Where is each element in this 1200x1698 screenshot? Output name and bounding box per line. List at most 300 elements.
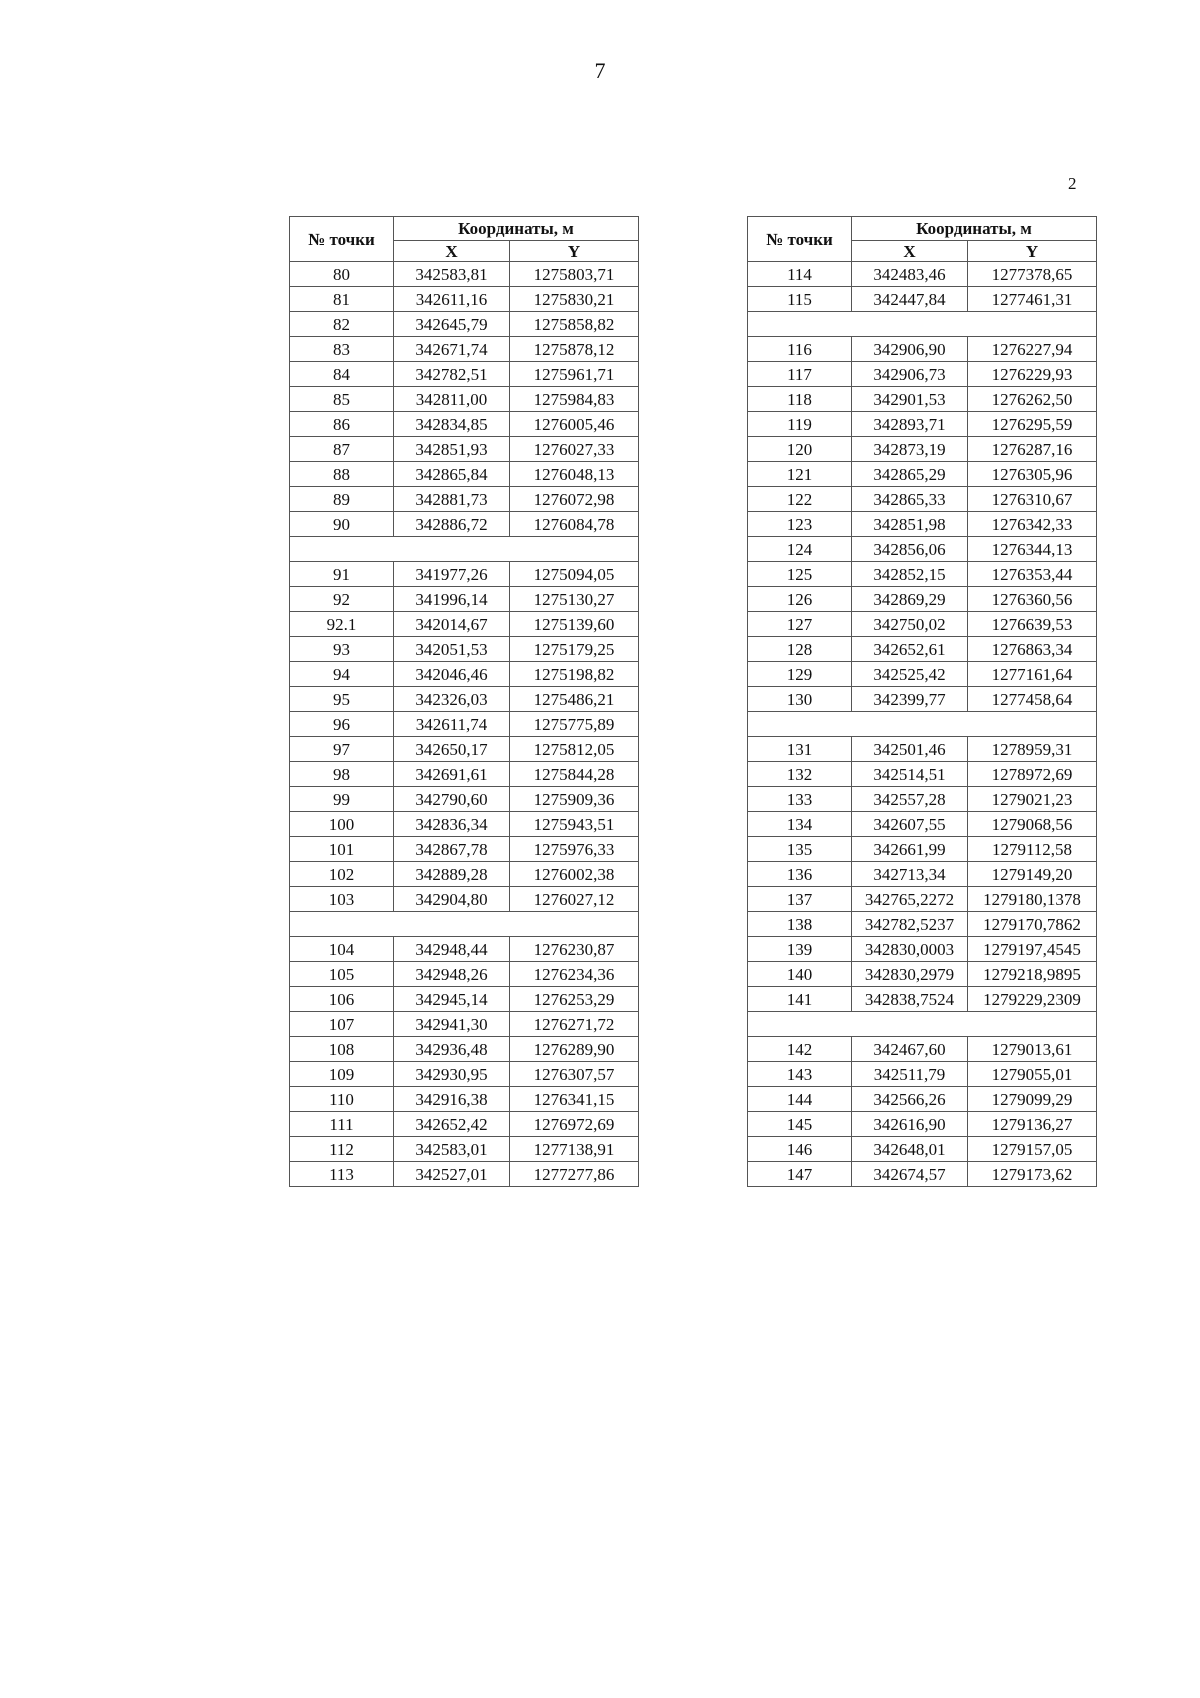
y-coordinate-cell: 1275976,33 — [510, 837, 639, 862]
table-row — [748, 562, 1097, 587]
y-coordinate-cell: 1275858,82 — [510, 312, 639, 337]
y-coordinate-cell: 1276305,96 — [968, 462, 1097, 487]
y-coordinate-cell: 1277138,91 — [510, 1137, 639, 1162]
table-row — [290, 462, 639, 487]
table-row — [290, 662, 639, 687]
x-coordinate-cell: 342811,00 — [394, 387, 510, 412]
table-row — [748, 1087, 1097, 1112]
table-row — [290, 337, 639, 362]
y-coordinate-cell: 1276072,98 — [510, 487, 639, 512]
x-coordinate-cell: 341996,14 — [394, 587, 510, 612]
x-coordinate-cell: 342483,46 — [852, 262, 968, 287]
x-coordinate-cell: 342648,01 — [852, 1137, 968, 1162]
point-number-cell: 118 — [748, 387, 852, 412]
point-number-cell: 112 — [290, 1137, 394, 1162]
y-coordinate-cell: 1275984,83 — [510, 387, 639, 412]
separator-cell — [748, 312, 1097, 337]
table-row — [748, 837, 1097, 862]
y-coordinate-cell: 1276972,69 — [510, 1112, 639, 1137]
header-coordinates: Координаты, м — [852, 217, 1097, 241]
y-coordinate-cell: 1276287,16 — [968, 437, 1097, 462]
table-row — [748, 462, 1097, 487]
table-row — [290, 1137, 639, 1162]
y-coordinate-cell: 1279218,9895 — [968, 962, 1097, 987]
table-row — [748, 987, 1097, 1012]
header-x: X — [852, 241, 968, 262]
x-coordinate-cell: 342834,85 — [394, 412, 510, 437]
x-coordinate-cell: 342836,34 — [394, 812, 510, 837]
point-number-cell: 94 — [290, 662, 394, 687]
x-coordinate-cell: 342916,38 — [394, 1087, 510, 1112]
y-coordinate-cell: 1279055,01 — [968, 1062, 1097, 1087]
point-number-cell: 111 — [290, 1112, 394, 1137]
point-number-cell: 90 — [290, 512, 394, 537]
point-number-cell: 125 — [748, 562, 852, 587]
y-coordinate-cell: 1275130,27 — [510, 587, 639, 612]
x-coordinate-cell: 342583,81 — [394, 262, 510, 287]
point-number-cell: 130 — [748, 687, 852, 712]
x-coordinate-cell: 342652,42 — [394, 1112, 510, 1137]
point-number-cell: 83 — [290, 337, 394, 362]
y-coordinate-cell: 1275943,51 — [510, 812, 639, 837]
point-number-cell: 82 — [290, 312, 394, 337]
table-row — [290, 862, 639, 887]
header-y: Y — [968, 241, 1097, 262]
y-coordinate-cell: 1276344,13 — [968, 537, 1097, 562]
x-coordinate-cell: 342765,2272 — [852, 887, 968, 912]
y-coordinate-cell: 1276863,34 — [968, 637, 1097, 662]
point-number-cell: 80 — [290, 262, 394, 287]
y-coordinate-cell: 1276253,29 — [510, 987, 639, 1012]
point-number-cell: 137 — [748, 887, 852, 912]
separator-cell — [290, 537, 639, 562]
table-row — [290, 1037, 639, 1062]
point-number-cell: 99 — [290, 787, 394, 812]
point-number-cell: 84 — [290, 362, 394, 387]
table-row — [290, 587, 639, 612]
y-coordinate-cell: 1275094,05 — [510, 562, 639, 587]
table-row — [748, 612, 1097, 637]
y-coordinate-cell: 1279112,58 — [968, 837, 1097, 862]
table-row — [290, 762, 639, 787]
point-number-cell: 135 — [748, 837, 852, 862]
table-row — [290, 362, 639, 387]
separator-cell — [748, 712, 1097, 737]
table-row — [290, 887, 639, 912]
y-coordinate-cell: 1276342,33 — [968, 512, 1097, 537]
table-row — [748, 812, 1097, 837]
table-row — [748, 512, 1097, 537]
point-number-cell: 124 — [748, 537, 852, 562]
point-number-cell: 131 — [748, 737, 852, 762]
point-number-cell: 95 — [290, 687, 394, 712]
x-coordinate-cell: 342645,79 — [394, 312, 510, 337]
x-coordinate-cell: 342691,61 — [394, 762, 510, 787]
x-coordinate-cell: 342713,34 — [852, 862, 968, 887]
point-number-cell: 133 — [748, 787, 852, 812]
x-coordinate-cell: 342525,42 — [852, 662, 968, 687]
x-coordinate-cell: 342782,51 — [394, 362, 510, 387]
point-number-cell: 141 — [748, 987, 852, 1012]
table-separator-row — [290, 912, 639, 937]
x-coordinate-cell: 342511,79 — [852, 1062, 968, 1087]
y-coordinate-cell: 1279149,20 — [968, 862, 1097, 887]
table-row — [290, 712, 639, 737]
x-coordinate-cell: 342865,33 — [852, 487, 968, 512]
table-row — [748, 662, 1097, 687]
point-number-cell: 102 — [290, 862, 394, 887]
x-coordinate-cell: 342616,90 — [852, 1112, 968, 1137]
table-row — [748, 737, 1097, 762]
table-row — [748, 912, 1097, 937]
table-row — [290, 487, 639, 512]
table-row — [290, 262, 639, 287]
point-number-cell: 119 — [748, 412, 852, 437]
point-number-cell: 104 — [290, 937, 394, 962]
point-number-cell: 134 — [748, 812, 852, 837]
point-number-cell: 129 — [748, 662, 852, 687]
header-x: X — [394, 241, 510, 262]
y-coordinate-cell: 1278972,69 — [968, 762, 1097, 787]
y-coordinate-cell: 1276234,36 — [510, 962, 639, 987]
table-body-left — [290, 262, 639, 1187]
y-coordinate-cell: 1279136,27 — [968, 1112, 1097, 1137]
y-coordinate-cell: 1277277,86 — [510, 1162, 639, 1187]
table-row — [748, 362, 1097, 387]
point-number-cell: 147 — [748, 1162, 852, 1187]
y-coordinate-cell: 1275486,21 — [510, 687, 639, 712]
table-row — [290, 1087, 639, 1112]
table-row — [748, 637, 1097, 662]
point-number-cell: 89 — [290, 487, 394, 512]
table-row — [748, 887, 1097, 912]
table-body-right — [748, 262, 1097, 1187]
point-number-cell: 114 — [748, 262, 852, 287]
separator-cell — [748, 1012, 1097, 1037]
point-number-cell: 128 — [748, 637, 852, 662]
table-row — [290, 562, 639, 587]
table-row — [290, 1112, 639, 1137]
table-row — [290, 812, 639, 837]
y-coordinate-cell: 1279099,29 — [968, 1087, 1097, 1112]
table-row — [290, 312, 639, 337]
table-row — [290, 937, 639, 962]
page-number: 7 — [594, 58, 606, 83]
point-number-cell: 85 — [290, 387, 394, 412]
x-coordinate-cell: 342650,17 — [394, 737, 510, 762]
table-separator-row — [290, 537, 639, 562]
point-number-cell: 109 — [290, 1062, 394, 1087]
x-coordinate-cell: 342865,84 — [394, 462, 510, 487]
y-coordinate-cell: 1276353,44 — [968, 562, 1097, 587]
point-number-cell: 116 — [748, 337, 852, 362]
table-row — [748, 412, 1097, 437]
point-number-cell: 91 — [290, 562, 394, 587]
y-coordinate-cell: 1279021,23 — [968, 787, 1097, 812]
table-row — [290, 612, 639, 637]
y-coordinate-cell: 1275878,12 — [510, 337, 639, 362]
x-coordinate-cell: 342941,30 — [394, 1012, 510, 1037]
table-row — [748, 437, 1097, 462]
y-coordinate-cell: 1277378,65 — [968, 262, 1097, 287]
x-coordinate-cell: 342948,26 — [394, 962, 510, 987]
table-row — [748, 1062, 1097, 1087]
x-coordinate-cell: 342869,29 — [852, 587, 968, 612]
header-coordinates: Координаты, м — [394, 217, 639, 241]
point-number-cell: 144 — [748, 1087, 852, 1112]
table-separator-row — [748, 712, 1097, 737]
x-coordinate-cell: 342611,74 — [394, 712, 510, 737]
x-coordinate-cell: 342514,51 — [852, 762, 968, 787]
y-coordinate-cell: 1275803,71 — [510, 262, 639, 287]
x-coordinate-cell: 342906,90 — [852, 337, 968, 362]
table-row — [290, 412, 639, 437]
y-coordinate-cell: 1276229,93 — [968, 362, 1097, 387]
x-coordinate-cell: 342948,44 — [394, 937, 510, 962]
x-coordinate-cell: 341977,26 — [394, 562, 510, 587]
y-coordinate-cell: 1276002,38 — [510, 862, 639, 887]
y-coordinate-cell: 1277458,64 — [968, 687, 1097, 712]
header-point-number: № точки — [290, 217, 394, 262]
x-coordinate-cell: 342652,61 — [852, 637, 968, 662]
y-coordinate-cell: 1276048,13 — [510, 462, 639, 487]
point-number-cell: 139 — [748, 937, 852, 962]
y-coordinate-cell: 1276005,46 — [510, 412, 639, 437]
x-coordinate-cell: 342014,67 — [394, 612, 510, 637]
table-row — [748, 487, 1097, 512]
y-coordinate-cell: 1278959,31 — [968, 737, 1097, 762]
point-number-cell: 142 — [748, 1037, 852, 1062]
point-number-cell: 92 — [290, 587, 394, 612]
y-coordinate-cell: 1276227,94 — [968, 337, 1097, 362]
point-number-cell: 92.1 — [290, 612, 394, 637]
table-row — [748, 762, 1097, 787]
y-coordinate-cell: 1276262,50 — [968, 387, 1097, 412]
table-row — [748, 337, 1097, 362]
x-coordinate-cell: 342865,29 — [852, 462, 968, 487]
point-number-cell: 120 — [748, 437, 852, 462]
table-row — [748, 687, 1097, 712]
sheet-number: 2 — [1068, 174, 1077, 193]
point-number-cell: 145 — [748, 1112, 852, 1137]
point-number-cell: 108 — [290, 1037, 394, 1062]
x-coordinate-cell: 342566,26 — [852, 1087, 968, 1112]
point-number-cell: 140 — [748, 962, 852, 987]
x-coordinate-cell: 342830,0003 — [852, 937, 968, 962]
table-row — [290, 962, 639, 987]
table-row — [290, 387, 639, 412]
y-coordinate-cell: 1276289,90 — [510, 1037, 639, 1062]
x-coordinate-cell: 342930,95 — [394, 1062, 510, 1087]
table-row — [290, 737, 639, 762]
y-coordinate-cell: 1275198,82 — [510, 662, 639, 687]
y-coordinate-cell: 1276084,78 — [510, 512, 639, 537]
point-number-cell: 146 — [748, 1137, 852, 1162]
y-coordinate-cell: 1276027,33 — [510, 437, 639, 462]
x-coordinate-cell: 342750,02 — [852, 612, 968, 637]
x-coordinate-cell: 342607,55 — [852, 812, 968, 837]
point-number-cell: 96 — [290, 712, 394, 737]
point-number-cell: 110 — [290, 1087, 394, 1112]
y-coordinate-cell: 1276341,15 — [510, 1087, 639, 1112]
x-coordinate-cell: 342886,72 — [394, 512, 510, 537]
table-row — [290, 437, 639, 462]
header-point-number: № точки — [748, 217, 852, 262]
coordinates-table-left — [289, 216, 639, 1187]
point-number-cell: 101 — [290, 837, 394, 862]
table-row — [290, 1062, 639, 1087]
x-coordinate-cell: 342856,06 — [852, 537, 968, 562]
y-coordinate-cell: 1279068,56 — [968, 812, 1097, 837]
point-number-cell: 107 — [290, 1012, 394, 1037]
table-row — [748, 1037, 1097, 1062]
table-row — [290, 512, 639, 537]
point-number-cell: 106 — [290, 987, 394, 1012]
x-coordinate-cell: 342557,28 — [852, 787, 968, 812]
y-coordinate-cell: 1276027,12 — [510, 887, 639, 912]
table-row — [748, 287, 1097, 312]
x-coordinate-cell: 342873,19 — [852, 437, 968, 462]
table-row — [290, 637, 639, 662]
point-number-cell: 113 — [290, 1162, 394, 1187]
point-number-cell: 105 — [290, 962, 394, 987]
separator-cell — [290, 912, 639, 937]
point-number-cell: 136 — [748, 862, 852, 887]
y-coordinate-cell: 1276295,59 — [968, 412, 1097, 437]
x-coordinate-cell: 342447,84 — [852, 287, 968, 312]
y-coordinate-cell: 1279197,4545 — [968, 937, 1097, 962]
point-number-cell: 103 — [290, 887, 394, 912]
point-number-cell: 126 — [748, 587, 852, 612]
y-coordinate-cell: 1275830,21 — [510, 287, 639, 312]
y-coordinate-cell: 1279173,62 — [968, 1162, 1097, 1187]
table-row — [748, 862, 1097, 887]
y-coordinate-cell: 1275844,28 — [510, 762, 639, 787]
point-number-cell: 81 — [290, 287, 394, 312]
x-coordinate-cell: 342901,53 — [852, 387, 968, 412]
y-coordinate-cell: 1275775,89 — [510, 712, 639, 737]
table-row — [748, 537, 1097, 562]
x-coordinate-cell: 342889,28 — [394, 862, 510, 887]
header-y: Y — [510, 241, 639, 262]
table-row — [290, 1162, 639, 1187]
x-coordinate-cell: 342399,77 — [852, 687, 968, 712]
x-coordinate-cell: 342790,60 — [394, 787, 510, 812]
y-coordinate-cell: 1279180,1378 — [968, 887, 1097, 912]
point-number-cell: 138 — [748, 912, 852, 937]
table-row — [748, 1162, 1097, 1187]
x-coordinate-cell: 342782,5237 — [852, 912, 968, 937]
x-coordinate-cell: 342671,74 — [394, 337, 510, 362]
point-number-cell: 86 — [290, 412, 394, 437]
x-coordinate-cell: 342830,2979 — [852, 962, 968, 987]
y-coordinate-cell: 1277461,31 — [968, 287, 1097, 312]
x-coordinate-cell: 342945,14 — [394, 987, 510, 1012]
x-coordinate-cell: 342838,7524 — [852, 987, 968, 1012]
y-coordinate-cell: 1276360,56 — [968, 587, 1097, 612]
point-number-cell: 123 — [748, 512, 852, 537]
table-row — [748, 387, 1097, 412]
y-coordinate-cell: 1275179,25 — [510, 637, 639, 662]
x-coordinate-cell: 342851,93 — [394, 437, 510, 462]
x-coordinate-cell: 342051,53 — [394, 637, 510, 662]
point-number-cell: 87 — [290, 437, 394, 462]
y-coordinate-cell: 1276230,87 — [510, 937, 639, 962]
y-coordinate-cell: 1279229,2309 — [968, 987, 1097, 1012]
point-number-cell: 100 — [290, 812, 394, 837]
coordinates-table-right — [747, 216, 1097, 1187]
table-row — [290, 1012, 639, 1037]
y-coordinate-cell: 1275961,71 — [510, 362, 639, 387]
x-coordinate-cell: 342906,73 — [852, 362, 968, 387]
table-row — [748, 262, 1097, 287]
y-coordinate-cell: 1275909,36 — [510, 787, 639, 812]
x-coordinate-cell: 342881,73 — [394, 487, 510, 512]
table-row — [748, 1137, 1097, 1162]
x-coordinate-cell: 342501,46 — [852, 737, 968, 762]
x-coordinate-cell: 342467,60 — [852, 1037, 968, 1062]
point-number-cell: 122 — [748, 487, 852, 512]
y-coordinate-cell: 1277161,64 — [968, 662, 1097, 687]
point-number-cell: 115 — [748, 287, 852, 312]
table-separator-row — [748, 1012, 1097, 1037]
table-row — [290, 837, 639, 862]
y-coordinate-cell: 1275812,05 — [510, 737, 639, 762]
point-number-cell: 93 — [290, 637, 394, 662]
x-coordinate-cell: 342046,46 — [394, 662, 510, 687]
x-coordinate-cell: 342851,98 — [852, 512, 968, 537]
x-coordinate-cell: 342867,78 — [394, 837, 510, 862]
point-number-cell: 143 — [748, 1062, 852, 1087]
point-number-cell: 117 — [748, 362, 852, 387]
x-coordinate-cell: 342326,03 — [394, 687, 510, 712]
point-number-cell: 132 — [748, 762, 852, 787]
table-row — [748, 937, 1097, 962]
table-row — [748, 1112, 1097, 1137]
point-number-cell: 121 — [748, 462, 852, 487]
point-number-cell: 127 — [748, 612, 852, 637]
point-number-cell: 97 — [290, 737, 394, 762]
table-row — [290, 987, 639, 1012]
x-coordinate-cell: 342661,99 — [852, 837, 968, 862]
y-coordinate-cell: 1275139,60 — [510, 612, 639, 637]
y-coordinate-cell: 1276310,67 — [968, 487, 1097, 512]
table-row — [748, 962, 1097, 987]
table-row — [290, 287, 639, 312]
x-coordinate-cell: 342893,71 — [852, 412, 968, 437]
x-coordinate-cell: 342904,80 — [394, 887, 510, 912]
y-coordinate-cell: 1276271,72 — [510, 1012, 639, 1037]
y-coordinate-cell: 1279157,05 — [968, 1137, 1097, 1162]
y-coordinate-cell: 1279013,61 — [968, 1037, 1097, 1062]
point-number-cell: 88 — [290, 462, 394, 487]
x-coordinate-cell: 342527,01 — [394, 1162, 510, 1187]
y-coordinate-cell: 1276307,57 — [510, 1062, 639, 1087]
table-row — [748, 587, 1097, 612]
x-coordinate-cell: 342936,48 — [394, 1037, 510, 1062]
table-row — [290, 787, 639, 812]
x-coordinate-cell: 342674,57 — [852, 1162, 968, 1187]
y-coordinate-cell: 1279170,7862 — [968, 912, 1097, 937]
x-coordinate-cell: 342583,01 — [394, 1137, 510, 1162]
y-coordinate-cell: 1276639,53 — [968, 612, 1097, 637]
x-coordinate-cell: 342852,15 — [852, 562, 968, 587]
point-number-cell: 98 — [290, 762, 394, 787]
table-row — [290, 687, 639, 712]
table-separator-row — [748, 312, 1097, 337]
x-coordinate-cell: 342611,16 — [394, 287, 510, 312]
table-row — [748, 787, 1097, 812]
